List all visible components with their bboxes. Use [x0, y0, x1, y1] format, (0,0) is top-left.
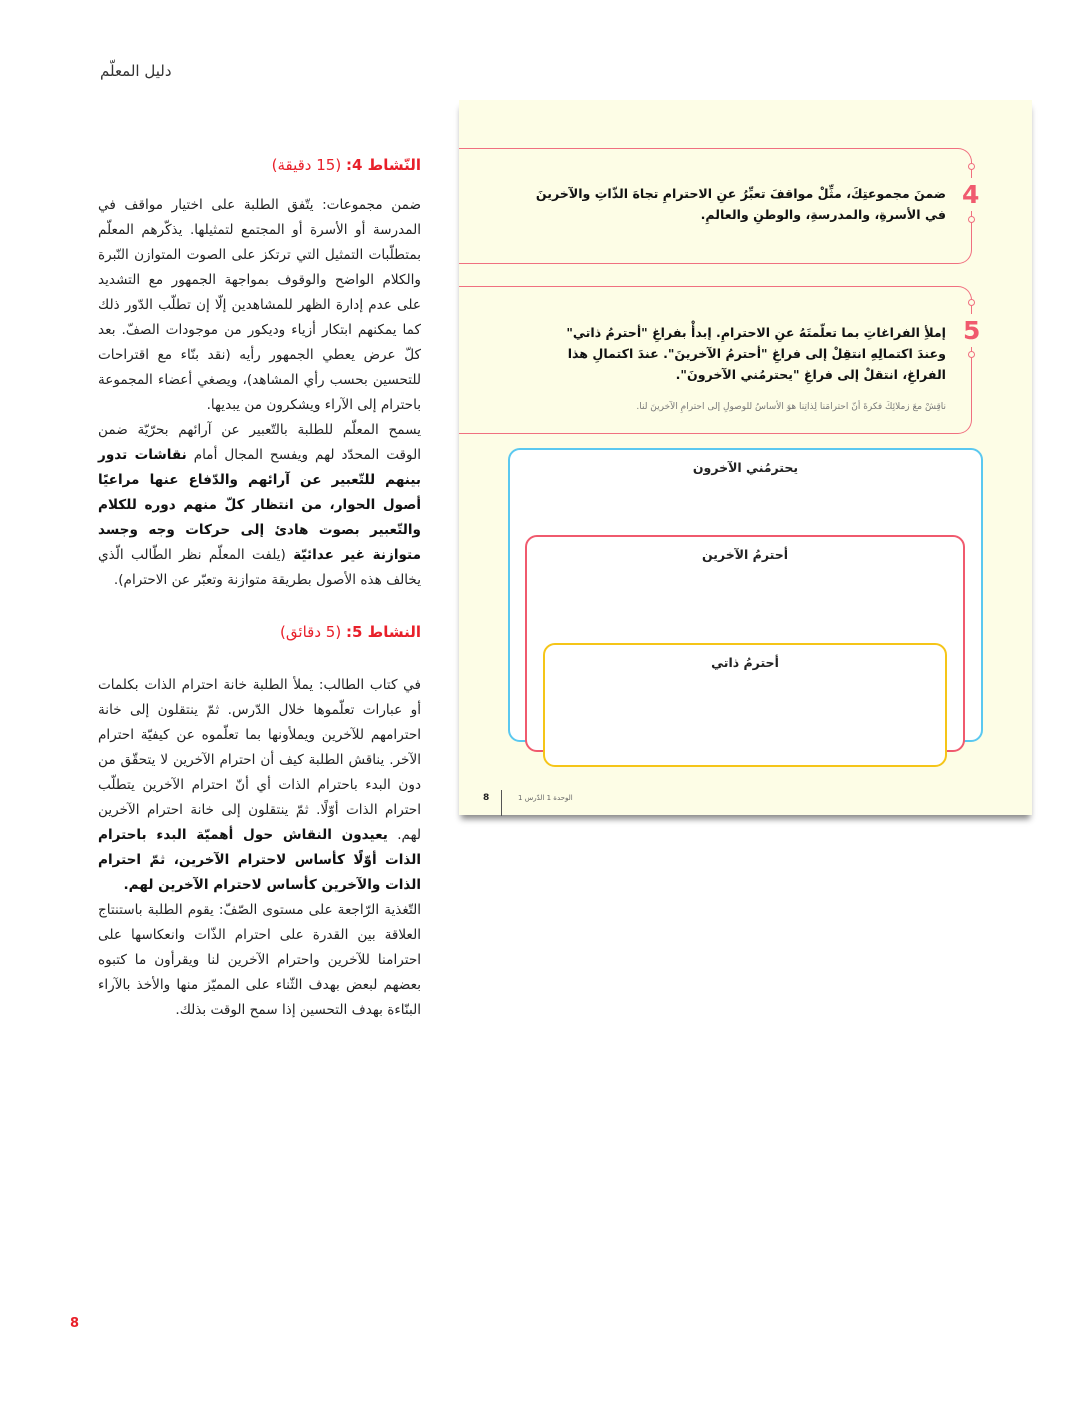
text: يسمح المعلّم للطلبة بالتّعبير عن آرائهم بحرّيّة ضمن الوقت المحدّد لهم ويفسح المجال أمام: [98, 422, 421, 463]
box-label: يحترمُني الآخرون: [692, 460, 799, 475]
activity-4-paragraph-2: [98, 418, 421, 593]
activity-4: [98, 153, 421, 593]
activity-4-title: [98, 153, 421, 178]
footer-divider: [501, 790, 502, 816]
text: (يلفت المعلّم نظر الطّالب الّذي يخالف هذه الأصول بطريقة متوازنة وتعبّر عن الاحترام).: [98, 547, 421, 588]
student-page-number: 8: [483, 793, 490, 803]
page-number: 8: [70, 1316, 80, 1331]
bracket-dot: [968, 163, 975, 170]
box-label: أحترمُ ذاتي: [711, 655, 779, 670]
text: في كتاب الطالب: يملأ الطلبة خانة احترام الذات بكلمات أو عبارات تعلّموها خلال الدّرس. ثمّ ينتقلون إلى خانة احترامهم للآخرين ويملأونها بما تعلّموه عن كيفيّة احترام الآخر. يناقش الطلبة كيف أن احترام الآخرين لا يتحقّق من دون البدء باحترام الذات أي أنّ احترام الآخرين يتطلّب احترام الذات أوّلًا. ثمّ ينتقلون إلى خانة احترام الآخرين لهم.: [98, 677, 421, 843]
student-book-page: [459, 100, 1032, 815]
activity-5-paragraph-1: [98, 673, 421, 898]
task-5-number: 5: [963, 316, 981, 345]
bracket-dot: [968, 216, 975, 223]
activity-5-title: [98, 620, 421, 645]
page-header: دليل المعلّم: [100, 62, 172, 80]
bold-text: يعيدون النقاش حول أهميّة البدء باحترام الذات أوّلًا كأساس لاحترام الآخرين، ثمّ احترام الذات والآخرين كأساس لاحترام الآخرين لهم.: [98, 827, 421, 893]
task-4-number: 4: [962, 180, 980, 209]
activity-4-duration: (15 دقيقة): [271, 156, 342, 174]
activity-5-duration: (5 دقائق): [280, 623, 342, 641]
task-5-text: إملأِ الفراغاتِ بما تعلّمتَهُ عنِ الاحترامِ. إبدأْ بفراغِ "أحترمُ ذاتي" وعندَ اكتمالِهِ انتقِلْ إلى فراغِ "أحترمُ الآخرينَ". عندَ اكتمالِ هذا الفراغِ، انتقلْ إلى فراغِ "يحترمُني الآخرونَ".: [566, 325, 946, 382]
activity-5: [98, 620, 421, 1023]
box-respect-self[interactable]: [543, 643, 947, 767]
activity-4-label: النّشاط 4:: [345, 156, 421, 174]
footer-unit-lesson: الوحدة 1 الدّرس 1: [518, 794, 573, 802]
task-5-note: ناقِشْ معَ زملائِكَ فكرةَ أنّ احترامَنا لِذاتِنا هوَ الأساسُ للوصولِ إلى احترامِ الآخرينَ لنا.: [636, 402, 946, 412]
activity-5-paragraph-2: التّغذية الرّاجعة على مستوى الصّفّ: يقوم الطلبة باستنتاج العلاقة بين القدرة على احترام الذّات وانعكاسها على احترامنا للآخرين واحترام الآخرين لنا ويقرأون ما كتبوه بعضهم لبعض بهدف الثّناء على المميّز منها والأخذ بالآراء البنّاءة بهدف التحسين إذا سمح الوقت بذلك.: [98, 902, 421, 1018]
box-label: أحترمُ الآخرين: [701, 547, 788, 562]
activity-5-label: النشاط 5:: [345, 623, 421, 641]
bold-text: نقاشات تدور بينهم للتّعبير عن آرائهم والدّفاع عنها مراعيًا أصول الحوار، من انتظار كلّ منهم دوره للكلام والتّعبير بصوت هادئ إلى حركات وجه وجسد متوازنة غير عدائيّة: [98, 447, 421, 563]
activity-4-paragraph-1: ضمن مجموعات: يتّفق الطلبة على اختيار مواقف في المدرسة أو الأسرة أو المجتمع لتمثيلها. يذكّرهم المعلّم بمتطلّبات التمثيل التي ترتكز على الصوت المتوازن النّبرة والكلام الواضح والوقوف بمواجهة الجمهور مع التشديد على عدم إدارة الظهر للمشاهدين إلّا إن تطلّب الدّور ذلك كما يمكنهم ابتكار أزياء وديكور من موجودات الصفّ. بعد كلّ عرض يعطي الجمهور رأيه (نقد بنّاء مع اقتراحات للتحسين بحسب رأي المشاهد)، ويصغي أعضاء المجموعة باحترام إلى الآراء ويشكرون من يبديها.: [98, 197, 421, 413]
bracket-dot: [968, 299, 975, 306]
bracket-dot: [968, 351, 975, 358]
task-4-text: ضمنَ مجموعتِكَ، مثِّلْ مواقفَ تعبِّرُ عنِ الاحترامِ تجاهَ الذّاتِ والآخرينَ في الأسرةِ، والمدرسةِ، والوطنِ والعالمِ.: [535, 186, 946, 222]
